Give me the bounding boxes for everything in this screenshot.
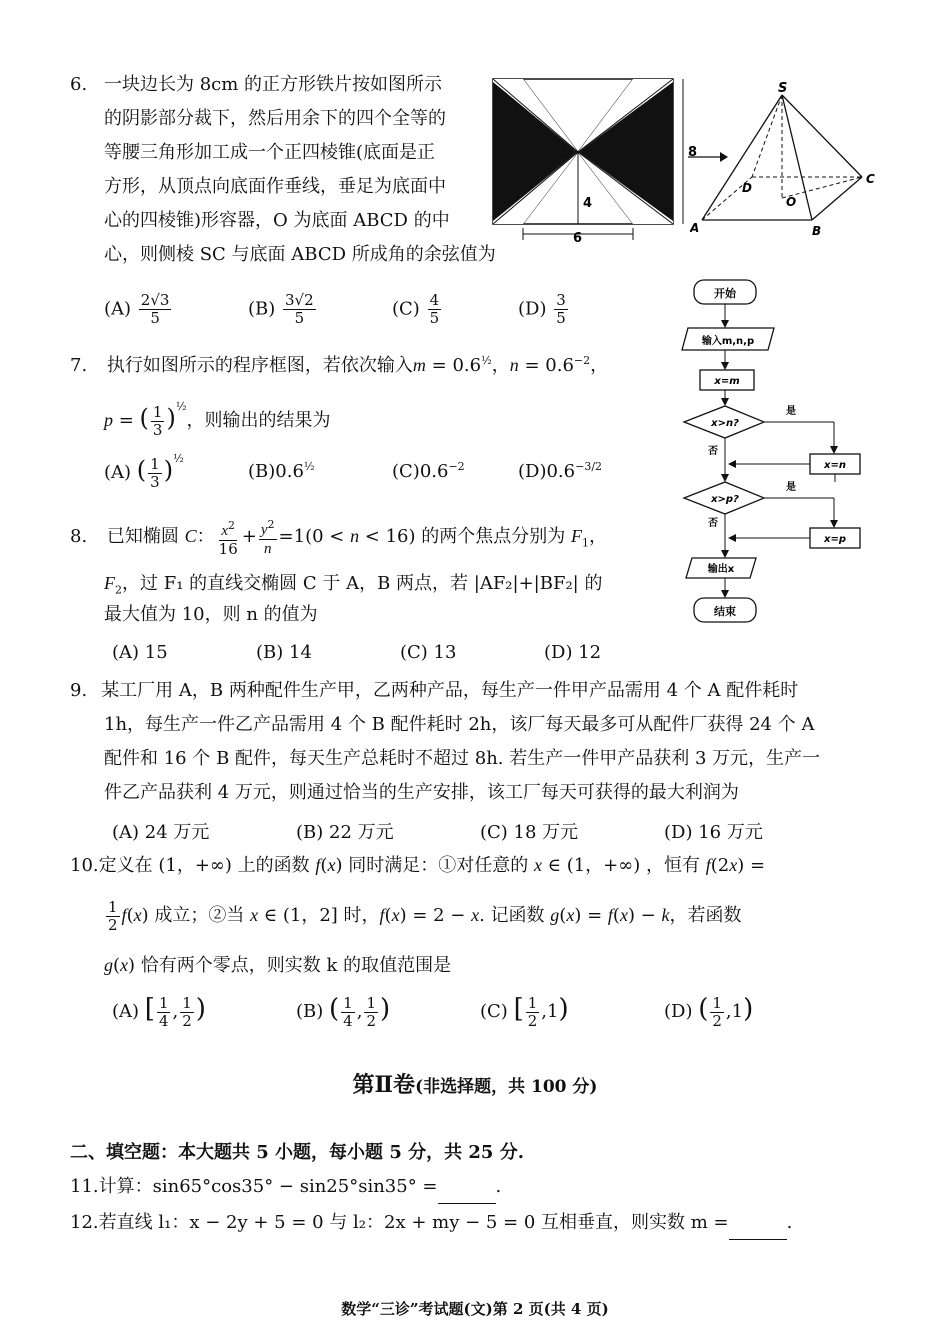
q9-option-d: (D) 16 万元 <box>664 822 763 843</box>
q9-line: 某工厂用 A，B 两种配件生产甲，乙两种产品，每生产一件甲产品需用 4 个 A 配件耗时 <box>101 680 799 701</box>
part2-heading <box>0 1068 950 1099</box>
q6-number: 6. <box>70 74 88 95</box>
flow-cond-p: x>p? <box>711 494 739 505</box>
q10-line3: g(x) 恰有两个零点，则实数 k 的取值范围是 <box>104 955 452 976</box>
q6-line: 的阴影部分裁下，然后用余下的四个全等的 <box>104 108 446 129</box>
flowchart <box>676 276 876 632</box>
label-B: B <box>812 224 822 238</box>
q11-text: 计算：sin65°cos35° − sin25°sin35° = <box>98 1176 438 1197</box>
q6-line: 一块边长为 8cm 的正方形铁片按如图所示 <box>104 74 443 95</box>
q7-option-d: $(D)0.6^{-3/2}$ <box>518 460 603 482</box>
q6-line: 心的四棱锥)形容器，O 为底面 ABCD 的中 <box>104 210 450 231</box>
flow-assign-p: x=p <box>824 534 846 545</box>
question-8: 8. 已知椭圆 C： $\frac{x^2}{16}$ + $\frac{y^2}{n}$ =1(0 < n < 16) 的两个焦点分别为 $F_1$， <box>70 518 607 558</box>
q9-option-c: (C) 18 万元 <box>480 822 579 843</box>
q8-line2: $F_2$，过 F₁ 的直线交椭圆 C 于 A，B 两点，若 |AF₂|+|BF₂| 的 <box>104 573 603 597</box>
question-12: 12.若直线 l₁：x − 2y + 5 = 0 与 l₂：2x + my − 5 = 0 互相垂直，则实数 m = . <box>70 1206 792 1240</box>
q6-line: 方形，从顶点向底面作垂线，垂足为底面中 <box>104 176 446 197</box>
q6-option-c: (C) $\frac{4}{5}$ <box>392 291 440 327</box>
q7-option-a: (A) ( $\frac{1}{3}$ )$^{\frac{1}{2}}$ <box>104 452 184 491</box>
q11-blank <box>438 1185 496 1204</box>
q10-option-a: (A) [ $\frac{1}{4}$ , $\frac{1}{2}$ ) <box>112 993 206 1030</box>
flow-assign-n: x=n <box>824 460 846 471</box>
label-O: O <box>786 195 797 209</box>
q9-line: 1h，每生产一件乙产品需用 4 个 B 配件耗时 2h，该厂每天最多可从配件厂获得 24 个 A <box>104 714 815 735</box>
q10-line2: $\frac{1}{2}$ f(x) 成立；②当 x ∈ (1，2] 时，f(x) = 2 − x. 记函数 g(x) = f(x) − k，若函数 <box>108 897 742 934</box>
q8-line1a: 已知椭圆 <box>106 526 179 547</box>
q10-option-b: (B) ( $\frac{1}{4}$ , $\frac{1}{2}$ ) <box>296 993 391 1030</box>
q10-option-d: (D) ( $\frac{1}{2}$ ,1) <box>664 993 754 1030</box>
q8-option-b: (B) 14 <box>256 642 312 663</box>
page-footer: 数学“三诊”考试题(文)第 2 页(共 4 页) <box>341 1300 609 1318</box>
flow-yes-1: 是 <box>786 406 796 417</box>
flow-cond-n: x>n? <box>711 418 739 429</box>
flow-output: 输出x <box>707 564 735 575</box>
q7-option-c: $(C)0.6^{-2}$ <box>392 460 465 482</box>
q12-blank <box>729 1221 787 1240</box>
q6-line: 心，则侧棱 SC 与底面 ABCD 所成角的余弦值为 <box>104 244 496 265</box>
figure-pyramid <box>690 80 890 240</box>
flow-no-1: 否 <box>708 446 718 457</box>
label-4: 4 <box>583 196 593 211</box>
label-6: 6 <box>573 231 583 244</box>
question-10: 10.定义在 (1，+∞) 上的函数 f(x) 同时满足：①对任意的 x ∈ (1，+∞) ，恒有 f(2x) = <box>70 855 766 876</box>
question-7: 7. 执行如图所示的程序框图，若依次输入$m = 0.6^{\frac{1}{2}}$，$n = 0.6^{-2}$， <box>70 354 609 376</box>
flow-no-2: 否 <box>708 518 718 529</box>
q8-option-c: (C) 13 <box>400 642 457 663</box>
q8-line3: 最大值为 10，则 n 的值为 <box>104 604 318 625</box>
figure-square <box>488 74 703 244</box>
flow-assign-m: x=m <box>714 376 740 387</box>
q6-option-b: (B) $\frac{3√2}{5}$ <box>248 291 314 327</box>
q8-line1b: 的两个焦点分别为 <box>421 526 566 547</box>
q7-number: 7. <box>70 355 88 376</box>
label-A: A <box>690 221 700 235</box>
q7-line1: 执行如图所示的程序框图，若依次输入 <box>106 355 413 376</box>
q8-option-d: (D) 12 <box>544 642 602 663</box>
q8-number: 8. <box>70 526 88 547</box>
q9-line: 件乙产品获利 4 万元，则通过恰当的生产安排，该工厂每天可获得的最大利润为 <box>104 782 739 803</box>
label-C: C <box>866 172 875 186</box>
q10-number: 10. <box>70 855 99 876</box>
label-8: 8 <box>688 145 698 160</box>
q7-option-b: $(B)0.6^{\frac{1}{2}}$ <box>248 460 315 482</box>
section2-title: 二、填空题：本大题共 5 小题，每小题 5 分，共 25 分. <box>70 1142 524 1163</box>
flow-end: 结束 <box>714 605 736 618</box>
label-S: S <box>778 81 788 96</box>
q6-option-d: (D) $\frac{3}{5}$ <box>518 291 566 327</box>
flow-start: 开始 <box>714 287 736 300</box>
flow-input: 输入m,n,p <box>701 336 755 347</box>
q8-option-a: (A) 15 <box>112 642 168 663</box>
q12-text: 若直线 l₁：x − 2y + 5 = 0 与 l₂：2x + my − 5 = 0 互相垂直，则实数 m = <box>98 1212 729 1233</box>
question-11: 11.计算：sin65°cos35° − sin25°sin35° = . <box>70 1170 501 1204</box>
part2-subtitle: (非选择题，共 100 分) <box>415 1077 598 1097</box>
flow-yes-2: 是 <box>786 482 796 493</box>
q6-option-a: (A) $\frac{2√3}{5}$ <box>104 291 170 327</box>
part2-title: 第Ⅱ卷 <box>352 1072 416 1098</box>
q9-option-b: (B) 22 万元 <box>296 822 394 843</box>
q10-option-c: (C) [ $\frac{1}{2}$ ,1) <box>480 993 569 1030</box>
q7-p-def: p = ( $\frac{1}{3}$ )$^{\frac{1}{2}}$，则输出的结果为 <box>104 400 331 439</box>
q9-line: 配件和 16 个 B 配件，每天生产总耗时不超过 8h. 若生产一件甲产品获利 3 万元，生产一 <box>104 748 821 769</box>
q12-number: 12. <box>70 1212 99 1233</box>
label-D: D <box>742 181 752 195</box>
q7-line2: ，则输出的结果为 <box>186 410 331 431</box>
q6-line: 等腰三角形加工成一个正四棱锥(底面是正 <box>104 142 436 163</box>
q11-number: 11. <box>70 1176 99 1197</box>
q9-option-a: (A) 24 万元 <box>112 822 210 843</box>
question-9 <box>70 674 890 810</box>
q9-number: 9. <box>70 680 88 701</box>
